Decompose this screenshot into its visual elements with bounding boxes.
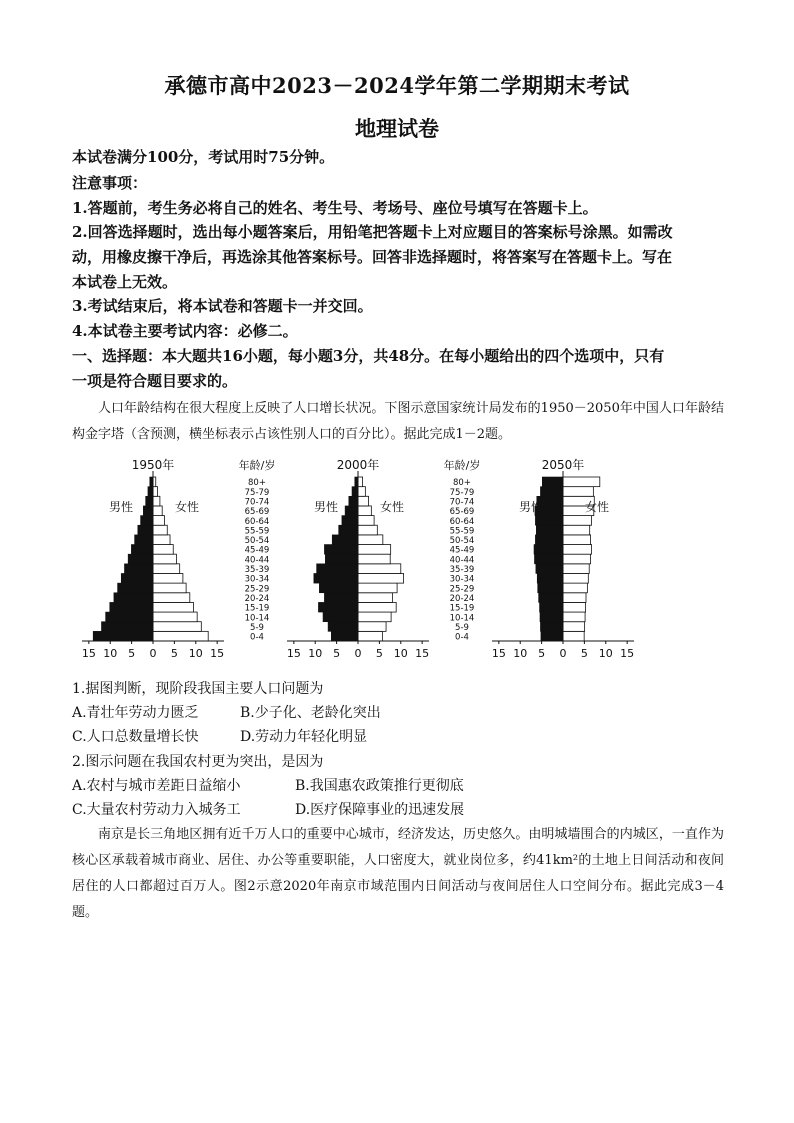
age-axis-title: 年龄/岁 [443, 459, 481, 472]
female-label: 女性 [379, 500, 405, 514]
female-bar-45-49 [153, 545, 173, 555]
x-tick-label: 10 [308, 647, 323, 660]
notice-heading: 注意事项： [72, 174, 148, 192]
female-bar-60-64 [153, 516, 165, 526]
male-bar-25-29 [118, 583, 153, 593]
age-group-label: 50-54 [244, 536, 270, 547]
x-tick-label: 0 [149, 647, 157, 660]
age-group-label: 70-74 [244, 497, 270, 508]
age-group-label: 50-54 [449, 536, 475, 547]
age-group-label: 5-9 [250, 622, 264, 633]
note-3: 3.考试结束后，将本试卷和答题卡一并交回。 [72, 297, 373, 315]
female-bar-55-59 [358, 525, 377, 535]
age-group-label: 10-14 [244, 613, 270, 624]
female-bar-0-4 [358, 631, 382, 641]
pyramid-2000-svg [283, 455, 433, 665]
female-bar-75-79 [358, 487, 365, 497]
male-bar-60-64 [342, 516, 358, 526]
female-bar-50-54 [153, 535, 170, 545]
male-bar-10-14 [106, 612, 153, 622]
exam-subtitle: 地理试卷 [355, 116, 439, 141]
x-tick-label: 5 [128, 647, 136, 660]
male-bar-40-44 [128, 554, 153, 564]
female-bar-55-59 [153, 525, 167, 535]
x-tick-label: 10 [393, 647, 408, 660]
female-bar-40-44 [358, 554, 390, 564]
age-group-label: 75-79 [244, 487, 270, 498]
female-bar-65-69 [358, 506, 371, 516]
male-bar-20-24 [324, 593, 358, 603]
female-bar-70-74 [153, 496, 160, 506]
female-bar-40-44 [153, 554, 176, 564]
female-bar-35-39 [153, 564, 180, 574]
age-group-label: 80+ [248, 478, 266, 489]
age-group-label: 35-39 [244, 565, 270, 576]
female-bar-10-14 [358, 612, 391, 622]
male-bar-30-34 [537, 573, 563, 583]
female-bar-60-64 [563, 516, 592, 526]
passage-nanjing: 南京是长三角地区拥有近千万人口的重要中心城市，经济发达，历史悠久。由明城墙围合的内城区，一直作为核心区承载着城市商业、居住、办公等重要职能，人口密度大，就业岗位多，约41km²的土地上日间活动和夜间居住的人口都超过百万人。图2示意2020年南京市域范围内日间活动与夜间居住人口空间分布。据此完成3－4题。 [72, 827, 724, 920]
female-bar-0-4 [563, 631, 584, 641]
female-bar-5-9 [358, 622, 386, 632]
male-label: 男性 [313, 500, 339, 514]
male-bar-65-69 [143, 506, 153, 516]
female-bar-20-24 [153, 593, 190, 603]
age-group-label: 10-14 [449, 613, 475, 624]
age-axis-1-svg [228, 455, 286, 665]
female-bar-5-9 [153, 622, 201, 632]
note-1: 1.答题前，考生务必将自己的姓名、考生号、考场号、座位号填写在答题卡上。 [72, 199, 598, 217]
x-tick-label: 5 [375, 647, 383, 660]
male-bar-50-54 [535, 535, 563, 545]
age-group-label: 20-24 [244, 593, 270, 604]
male-bar-55-59 [138, 525, 153, 535]
female-bar-35-39 [563, 564, 589, 574]
pyramid-2050-svg [488, 455, 638, 665]
age-axis-2-svg [433, 455, 491, 665]
male-bar-25-29 [538, 583, 563, 593]
male-label: 男性 [518, 500, 544, 514]
x-tick-label: 5 [170, 647, 178, 660]
female-bar-50-54 [563, 535, 591, 545]
q1-option-d[interactable]: D.劳动力年轻化明显 [240, 729, 368, 745]
female-bar-0-4 [153, 631, 208, 641]
age-group-label: 5-9 [455, 622, 469, 633]
pyramid-1950 [78, 455, 228, 669]
female-bar-35-39 [358, 564, 401, 574]
male-bar-75-79 [148, 487, 153, 497]
age-group-label: 65-69 [449, 507, 475, 518]
age-group-label: 70-74 [449, 497, 475, 508]
female-label: 女性 [174, 500, 200, 514]
male-bar-35-39 [536, 564, 563, 574]
female-bar-15-19 [358, 602, 396, 612]
section-heading: 一、选择题：本大题共16小题，每小题3分，共48分。在每小题给出的四个选项中，只有 [72, 347, 665, 365]
female-bar-40-44 [563, 554, 591, 564]
age-group-label: 30-34 [449, 574, 475, 585]
female-bar-15-19 [563, 602, 586, 612]
female-bar-65-69 [153, 506, 162, 516]
q1-option-a[interactable]: A.青壮年劳动力匮乏 [72, 705, 199, 721]
male-bar-70-74 [349, 496, 358, 506]
female-bar-75-79 [153, 487, 158, 497]
male-bar-15-19 [540, 602, 563, 612]
female-bar-25-29 [153, 583, 186, 593]
male-bar-60-64 [535, 516, 563, 526]
age-group-label: 30-34 [244, 574, 270, 585]
age-group-label: 75-79 [449, 487, 475, 498]
male-bar-30-34 [121, 573, 153, 583]
male-bar-50-54 [332, 535, 358, 545]
x-tick-label: 10 [103, 647, 118, 660]
age-group-label: 40-44 [244, 555, 270, 566]
age-axis-2 [433, 455, 491, 669]
age-axis-title: 年龄/岁 [238, 459, 276, 472]
age-group-label: 55-59 [244, 526, 270, 537]
age-group-label: 25-29 [449, 584, 475, 595]
q2-option-b[interactable]: B.我国惠农政策推行更彻底 [295, 778, 464, 794]
exam-title: 承德市高中2023－2024学年第二学期期末考试 [164, 73, 630, 98]
male-bar-40-44 [325, 554, 358, 564]
male-bar-0-4 [541, 631, 563, 641]
male-bar-5-9 [101, 622, 153, 632]
female-bar-10-14 [563, 612, 585, 622]
note-4: 4.本试卷主要考试内容：必修二。 [72, 322, 298, 340]
female-bar-15-19 [153, 602, 193, 612]
male-bar-55-59 [536, 525, 563, 535]
note-2-end: 本试卷上无效。 [72, 273, 178, 291]
pyramid-2050 [488, 455, 638, 669]
note-2: 2.回答选择题时，选出每小题答案后，用铅笔把答题卡上对应题目的答案标号涂黑。如需改 [72, 223, 673, 241]
x-tick-label: 5 [580, 647, 588, 660]
female-bar-45-49 [358, 545, 391, 555]
question-1-stem: 1.据图判断，现阶段我国主要人口问题为 [72, 681, 324, 697]
age-group-label: 15-19 [244, 603, 270, 614]
age-group-label: 35-39 [449, 565, 475, 576]
age-group-label: 60-64 [244, 516, 270, 527]
male-bar-45-49 [131, 545, 153, 555]
male-bar-20-24 [114, 593, 153, 603]
male-bar-45-49 [534, 545, 563, 555]
male-bar-0-4 [331, 631, 358, 641]
age-group-label: 60-64 [449, 516, 475, 527]
female-bar-80+ [358, 477, 363, 487]
pyramid-year-label: 2000年 [336, 458, 380, 472]
male-bar-20-24 [539, 593, 563, 603]
x-tick-label: 15 [81, 647, 96, 660]
male-bar-65-69 [345, 506, 358, 516]
x-tick-label: 15 [415, 647, 430, 660]
x-tick-label: 10 [513, 647, 528, 660]
x-tick-label: 0 [559, 647, 567, 660]
age-group-label: 25-29 [244, 584, 270, 595]
male-bar-75-79 [540, 487, 563, 497]
male-bar-10-14 [323, 612, 358, 622]
male-bar-5-9 [328, 622, 358, 632]
age-group-label: 0-4 [455, 632, 469, 643]
pyramid-year-label: 1950年 [131, 458, 175, 472]
male-bar-0-4 [93, 631, 153, 641]
female-bar-80+ [563, 477, 600, 487]
male-bar-35-39 [317, 564, 358, 574]
male-bar-80+ [542, 477, 563, 487]
female-bar-70-74 [358, 496, 369, 506]
male-bar-75-79 [352, 487, 358, 497]
male-bar-5-9 [540, 622, 563, 632]
x-tick-label: 5 [333, 647, 341, 660]
male-bar-55-59 [339, 525, 358, 535]
q2-option-c[interactable]: C.大量农村劳动力入城务工 [72, 802, 241, 818]
age-group-label: 80+ [453, 478, 471, 489]
age-group-label: 0-4 [250, 632, 264, 643]
male-bar-10-14 [540, 612, 563, 622]
q1-option-b[interactable]: B.少子化、老龄化突出 [240, 705, 381, 721]
male-bar-40-44 [534, 554, 563, 564]
x-tick-label: 15 [620, 647, 635, 660]
passage-population: 人口年龄结构在很大程度上反映了人口增长状况。下图示意国家统计局发布的1950－2050年中国人口年龄结构金字塔（含预测，横坐标表示占该性别人口的百分比）。据此完成1－2题。 [72, 401, 724, 442]
female-bar-30-34 [153, 573, 183, 583]
age-group-label: 15-19 [449, 603, 475, 614]
x-tick-label: 10 [598, 647, 613, 660]
male-label: 男性 [108, 500, 134, 514]
x-tick-label: 15 [286, 647, 301, 660]
male-bar-50-54 [135, 535, 153, 545]
female-bar-25-29 [563, 583, 587, 593]
female-bar-60-64 [358, 516, 374, 526]
x-tick-label: 15 [491, 647, 506, 660]
age-group-label: 45-49 [244, 545, 270, 556]
x-tick-label: 10 [188, 647, 203, 660]
female-bar-45-49 [563, 545, 592, 555]
pyramid-1950-svg [78, 455, 228, 665]
female-bar-55-59 [563, 525, 590, 535]
female-bar-10-14 [153, 612, 197, 622]
q2-option-a[interactable]: A.农村与城市差距日益缩小 [72, 778, 241, 794]
age-group-label: 65-69 [244, 507, 270, 518]
age-group-label: 55-59 [449, 526, 475, 537]
female-bar-20-24 [358, 593, 393, 603]
q2-option-d[interactable]: D.医疗保障事业的迅速发展 [295, 802, 465, 818]
age-group-label: 40-44 [449, 555, 475, 566]
section-heading-cont: 一项是符合题目要求的。 [72, 372, 238, 390]
male-bar-45-49 [324, 545, 358, 555]
female-bar-75-79 [563, 487, 593, 497]
female-bar-30-34 [358, 573, 404, 583]
female-bar-20-24 [563, 593, 586, 603]
age-group-label: 20-24 [449, 593, 475, 604]
male-bar-70-74 [146, 496, 153, 506]
male-bar-35-39 [124, 564, 153, 574]
age-group-label: 45-49 [449, 545, 475, 556]
x-tick-label: 15 [210, 647, 225, 660]
male-bar-30-34 [314, 573, 358, 583]
female-label: 女性 [584, 500, 610, 514]
pyramid-2000 [283, 455, 433, 669]
note-2-cont: 动，用橡皮擦干净后，再选涂其他答案标号。回答非选择题时，将答案写在答题卡上。写在 [72, 248, 673, 266]
question-2-stem: 2.图示问题在我国农村更为突出，是因为 [72, 754, 324, 770]
x-tick-label: 0 [354, 647, 362, 660]
female-bar-5-9 [563, 622, 585, 632]
female-bar-50-54 [358, 535, 383, 545]
female-bar-25-29 [358, 583, 397, 593]
male-bar-25-29 [319, 583, 358, 593]
male-bar-60-64 [141, 516, 153, 526]
male-bar-15-19 [110, 602, 153, 612]
pyramid-year-label: 2050年 [541, 458, 585, 472]
male-bar-15-19 [318, 602, 358, 612]
female-bar-30-34 [563, 573, 588, 583]
x-tick-label: 5 [538, 647, 546, 660]
age-axis-1 [228, 455, 286, 669]
q1-option-c[interactable]: C.人口总数量增长快 [72, 729, 199, 745]
score-line: 本试卷满分100分，考试用时75分钟。 [72, 148, 335, 166]
